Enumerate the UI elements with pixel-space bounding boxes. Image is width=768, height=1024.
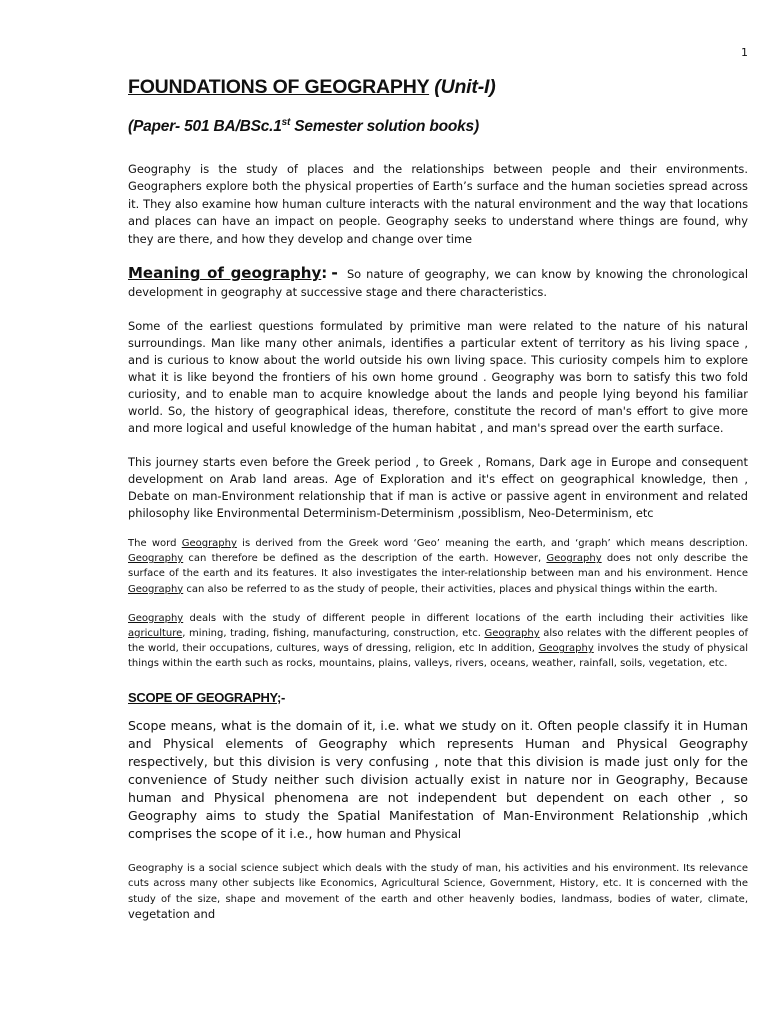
meaning-heading — [128, 264, 342, 282]
social-text: Geography is a social science subject which deals with the study of man, his activities and his environment. Its relevance cuts across many other subjects like Economics, Agricultural Science, Government, History, etc. It is concerned with the study of the size, shape and movement of the earth and other heavenly bodies, landmass, bodies of water, climate, — [128, 862, 748, 905]
word-text-5: can also be referred to as the study of people, their activities, places and physical things within the earth. — [183, 583, 718, 595]
geography-link[interactable]: Geography — [538, 643, 594, 655]
title-main: FOUNDATIONS OF GEOGRAPHY — [128, 76, 430, 98]
geography-link[interactable]: Geography — [484, 628, 540, 640]
meaning-colon: : — [321, 264, 328, 283]
geography-link[interactable]: Geography — [128, 553, 184, 565]
deals-text-2: , mining, trading, fishing, manufacturing, construction, etc. — [182, 628, 485, 640]
geography-link[interactable]: Geography — [128, 583, 184, 595]
meaning-paragraph — [128, 264, 748, 301]
social-tail: vegetation and — [128, 907, 216, 922]
word-paragraph — [128, 536, 748, 597]
document-subtitle — [128, 117, 748, 136]
page-number: 1 — [741, 46, 748, 59]
meaning-text: So nature of geography, we can know by knowing the chronological development in geography at successive stage and there characteristics. — [128, 267, 749, 299]
meaning-heading-text: Meaning of geography — [128, 264, 322, 283]
social-science-paragraph — [128, 861, 748, 924]
journey-paragraph: This journey starts even before the Greek period , to Greek , Romans, Dark age in Europe and consequent development on Arab land areas. Age of Exploration and it's effect on geographical knowledge, then , Debate on man-Environment relationship that if man is active or passive agent in environment and related philosophy like Environmental Determinism-Determinism ,possiblism, Neo-Determinism, etc — [128, 455, 748, 521]
deals-text-3: also relates with the different peoples of the world, their occupations, cultures, ways of dressing, religion, etc In addition, — [128, 628, 748, 655]
geography-link[interactable]: Geography — [181, 538, 237, 550]
geography-link[interactable]: Geography — [128, 612, 184, 624]
subtitle-prefix: (Paper- 501 BA/BSc.1 — [128, 118, 282, 136]
meaning-dash: - — [331, 263, 338, 283]
word-text-3: can therefore be defined as the description of the earth. However, — [183, 553, 547, 565]
subtitle-sup: st — [281, 117, 291, 129]
deals-paragraph — [128, 611, 748, 672]
deals-text-1: deals with the study of different people in different locations of the earth including their activities like — [183, 612, 748, 624]
geography-link[interactable]: Geography — [546, 553, 602, 565]
scope-heading-text: SCOPE OF GEOGRAPHY — [128, 689, 277, 705]
word-text-4: does not only describe the surface of the earth and its features. It also investigates the inter-relationship between man and his environment. Hence — [128, 553, 748, 580]
document-content — [128, 76, 748, 924]
subtitle-suffix: Semester solution books) — [290, 118, 479, 136]
title-unit: (Unit-I) — [434, 76, 496, 98]
agriculture-link[interactable]: agriculture — [128, 628, 183, 640]
earliest-paragraph: Some of the earliest questions formulated by primitive man were related to the nature of his natural surroundings. Man like many other animals, identifies a particular extent of territory as his living space , and is curious to know about the world outside his own living space. This curiosity compels him to explore what it is like beyond the frontiers of his own home ground . Geography was born to satisfy this two fold curiosity, and to enable man to acquire knowledge about the lands and people lying beyond his familiar world. So, the history of geographical ideas, therefore, constitute the record of man's effort to give more and more logical and useful knowledge of the human habitat , and man's spread over the earth surface. — [128, 319, 748, 436]
scope-paragraph — [128, 717, 748, 843]
word-text-2: is derived from the Greek word ‘Geo’ meaning the earth, and ‘graph’ which means description. — [236, 538, 748, 550]
scope-heading-suffix: ;- — [276, 689, 285, 705]
word-text-1: The word — [128, 538, 182, 550]
deals-text-4: involves the study of physical things within the earth such as rocks, mountains, plains, valleys, rivers, oceans, weather, rainfall, soils, vegetation, etc. — [128, 643, 748, 670]
scope-heading — [128, 690, 748, 705]
intro-paragraph: Geography is the study of places and the relationships between people and their environments. Geographers explore both the physical properties of Earth’s surface and the human societies spread across it. They also examine how human culture interacts with the natural environment and the way that locations and places can have an impact on people. Geography seeks to understand where things are found, why they are there, and how they develop and change over time — [128, 161, 748, 246]
scope-last-line: human and Physical — [346, 826, 462, 841]
scope-body-text: Scope means, what is the domain of it, i.e. what we study on it. Often people classify it in Human and Physical elements of Geography which represents Human and Physical Geography respectively, but this division is very confusing , note that this division is made just only for the convenience of Study neither such division actually exist in nature nor in Geography, Because human and Physical phenomena are not independent but dependent on each other , so Geography aims to study the Spatial Manifestation of Man-Environment Relationship ,which comprises the scope of it i.e., how — [128, 717, 748, 841]
document-title — [128, 76, 748, 99]
